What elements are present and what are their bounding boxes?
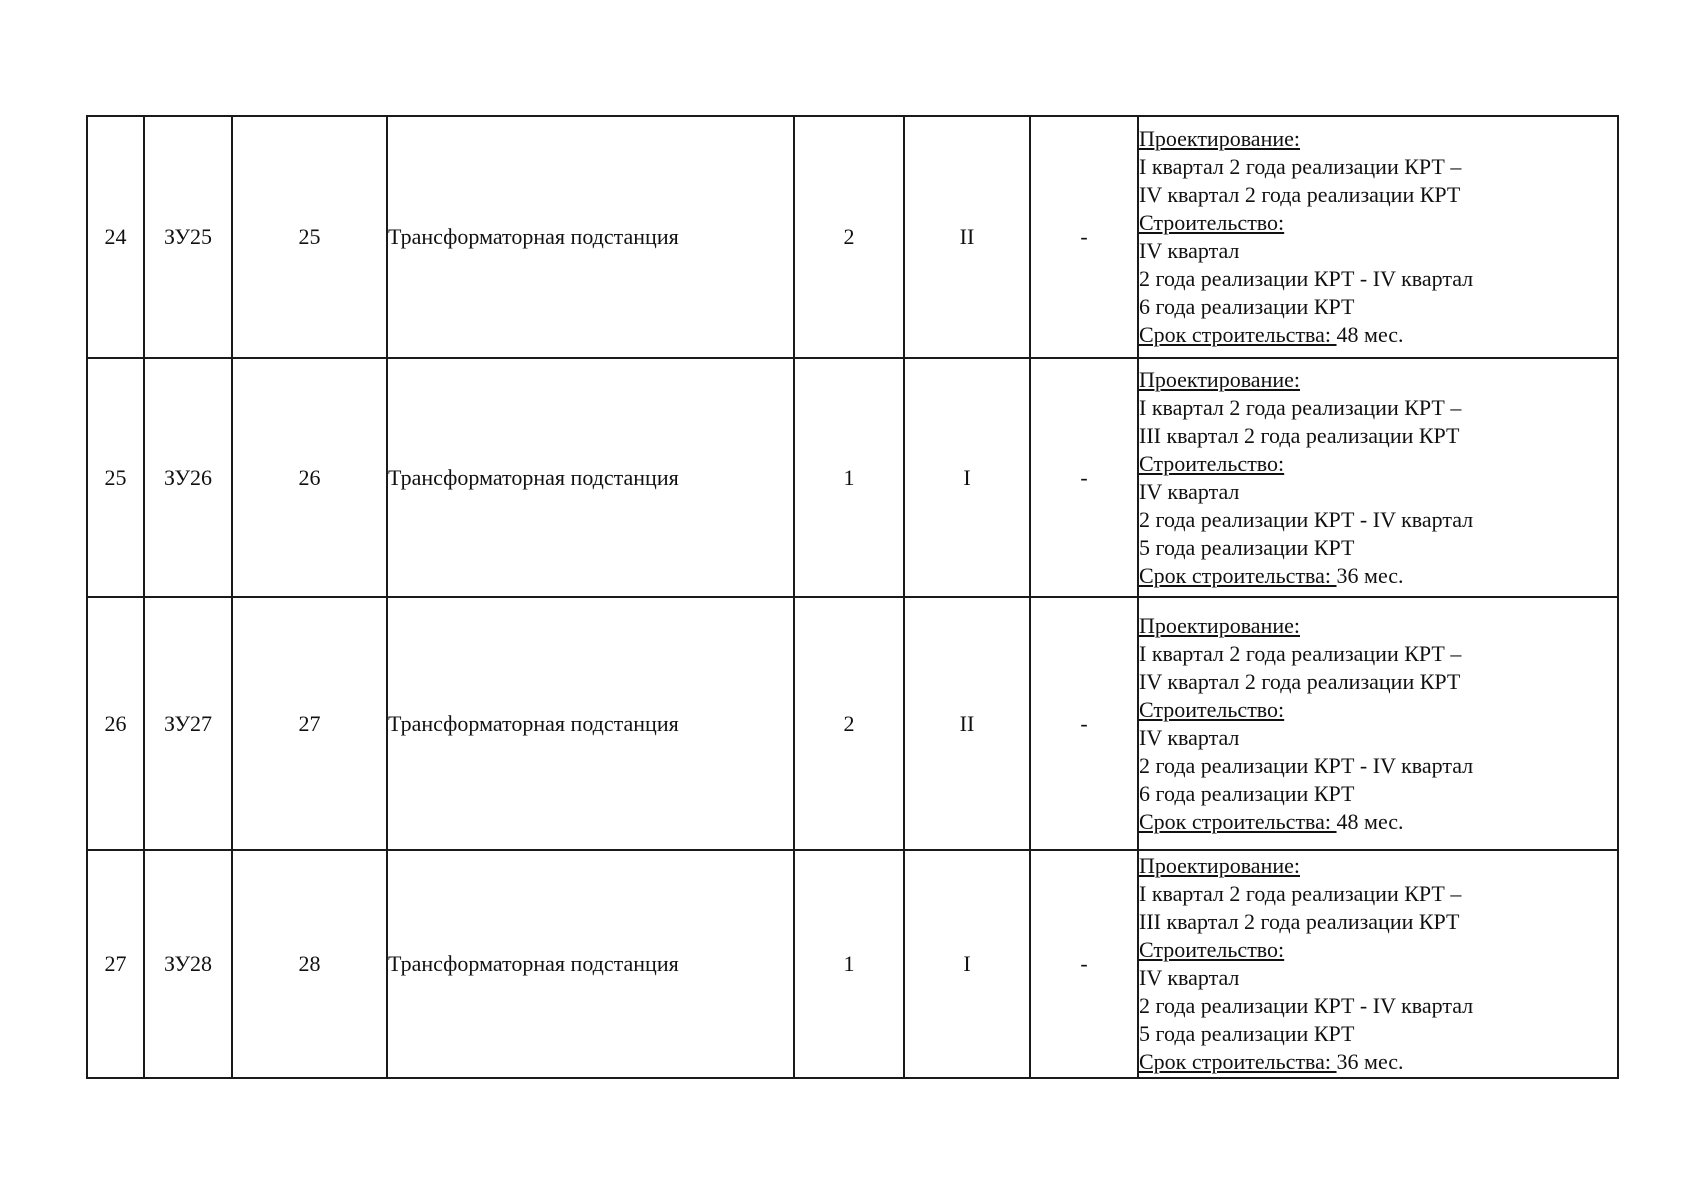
object-name: Трансформаторная подстанция	[387, 850, 794, 1078]
design-label: Проектирование:	[1139, 612, 1300, 638]
object-name: Трансформаторная подстанция	[387, 116, 794, 358]
build-period-end: 6 года реализации КРТ	[1139, 294, 1355, 319]
object-count: 2	[794, 116, 904, 358]
land-plot-id: ЗУ27	[144, 597, 232, 850]
table-row	[87, 597, 1618, 850]
build-period-middle: 2 года реализации КРТ - IV квартал	[1139, 506, 1474, 532]
build-period-start: IV квартал	[1139, 478, 1240, 504]
table-row	[87, 116, 1618, 358]
position-number: 28	[232, 850, 387, 1078]
design-label: Проектирование:	[1139, 126, 1300, 151]
row-number: 27	[87, 850, 144, 1078]
design-period-start: I квартал 2 года реализации КРТ –	[1139, 881, 1462, 906]
row-number: 25	[87, 358, 144, 597]
build-period-end: 6 года реализации КРТ	[1139, 780, 1355, 806]
build-term	[1139, 808, 1617, 836]
build-term	[1139, 321, 1617, 349]
land-plot-id: ЗУ28	[144, 850, 232, 1078]
design-period-end: III квартал 2 года реализации КРТ	[1139, 909, 1460, 934]
term-value: 36 мес.	[1336, 1049, 1404, 1074]
object-name: Трансформаторная подстанция	[387, 597, 794, 850]
term-value: 48 мес.	[1336, 322, 1404, 347]
term-label: Срок строительства:	[1139, 1049, 1337, 1074]
design-label: Проектирование:	[1139, 853, 1300, 878]
build-period-start: IV квартал	[1139, 724, 1240, 750]
schedule-cell	[1138, 597, 1618, 850]
land-plot-id: ЗУ25	[144, 116, 232, 358]
design-label: Проектирование:	[1139, 366, 1300, 392]
schedule-cell	[1138, 850, 1618, 1078]
build-term	[1139, 562, 1617, 590]
build-period-end: 5 года реализации КРТ	[1139, 534, 1355, 560]
term-label: Срок строительства:	[1139, 322, 1337, 347]
object-count: 1	[794, 850, 904, 1078]
position-number: 25	[232, 116, 387, 358]
term-label: Срок строительства:	[1139, 808, 1337, 834]
position-number: 27	[232, 597, 387, 850]
term-value: 48 мес.	[1336, 808, 1404, 834]
object-category: II	[904, 116, 1030, 358]
table-row	[87, 358, 1618, 597]
build-label: Строительство:	[1139, 696, 1285, 722]
schedule-table	[86, 115, 1619, 1079]
schedule-cell	[1138, 358, 1618, 597]
design-period-end: III квартал 2 года реализации КРТ	[1139, 422, 1460, 448]
empty-value: -	[1030, 116, 1138, 358]
object-category: I	[904, 358, 1030, 597]
build-period-middle: 2 года реализации КРТ - IV квартал	[1139, 993, 1474, 1018]
table-row	[87, 850, 1618, 1078]
object-category: II	[904, 597, 1030, 850]
object-category: I	[904, 850, 1030, 1078]
object-name: Трансформаторная подстанция	[387, 358, 794, 597]
build-label: Строительство:	[1139, 210, 1285, 235]
build-period-end: 5 года реализации КРТ	[1139, 1021, 1355, 1046]
empty-value: -	[1030, 597, 1138, 850]
row-number: 26	[87, 597, 144, 850]
row-number: 24	[87, 116, 144, 358]
object-count: 1	[794, 358, 904, 597]
object-count: 2	[794, 597, 904, 850]
term-label: Срок строительства:	[1139, 562, 1337, 588]
empty-value: -	[1030, 358, 1138, 597]
build-term	[1139, 1048, 1617, 1076]
design-period-end: IV квартал 2 года реализации КРТ	[1139, 182, 1461, 207]
build-period-middle: 2 года реализации КРТ - IV квартал	[1139, 752, 1474, 778]
build-label: Строительство:	[1139, 450, 1285, 476]
design-period-end: IV квартал 2 года реализации КРТ	[1139, 668, 1461, 694]
schedule-cell	[1138, 116, 1618, 358]
build-period-middle: 2 года реализации КРТ - IV квартал	[1139, 266, 1474, 291]
design-period-start: I квартал 2 года реализации КРТ –	[1139, 154, 1462, 179]
land-plot-id: ЗУ26	[144, 358, 232, 597]
empty-value: -	[1030, 850, 1138, 1078]
build-label: Строительство:	[1139, 937, 1285, 962]
build-period-start: IV квартал	[1139, 965, 1240, 990]
term-value: 36 мес.	[1336, 562, 1404, 588]
build-period-start: IV квартал	[1139, 238, 1240, 263]
design-period-start: I квартал 2 года реализации КРТ –	[1139, 394, 1462, 420]
design-period-start: I квартал 2 года реализации КРТ –	[1139, 640, 1462, 666]
position-number: 26	[232, 358, 387, 597]
